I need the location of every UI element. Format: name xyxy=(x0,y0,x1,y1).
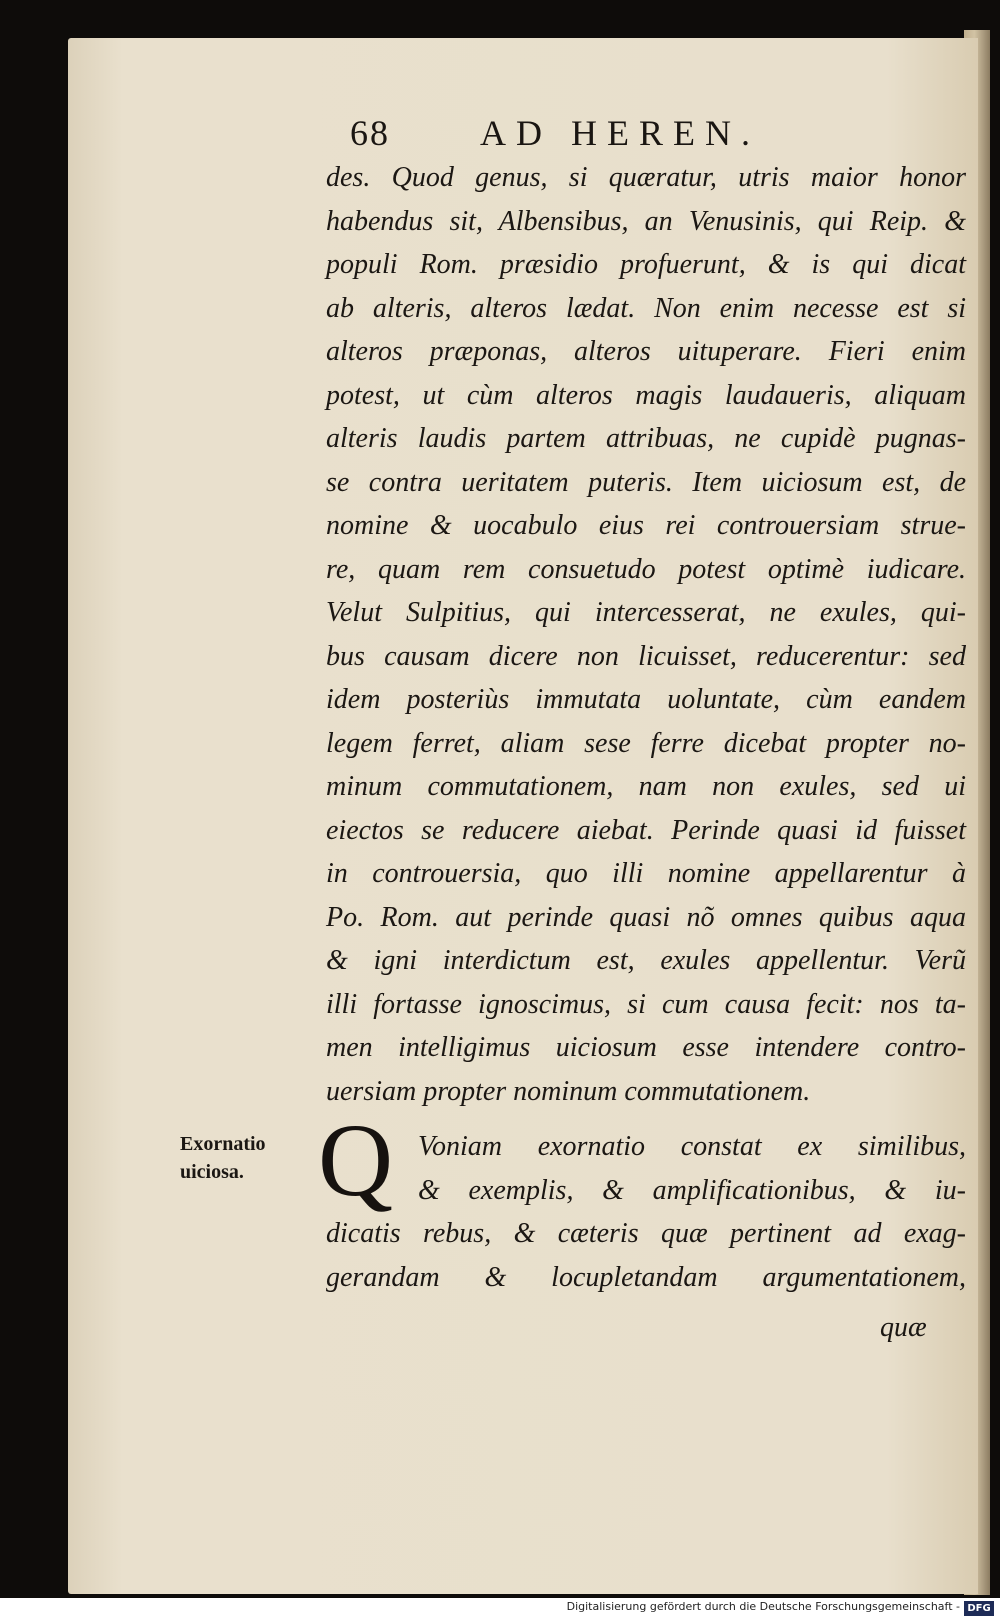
text-line: men intelligimus uiciosum esse intendere contro- xyxy=(326,1032,966,1063)
text-line: se contra ueritatem puteris. Item uiciosum est, de xyxy=(326,466,966,498)
text-line: re, quam rem consuetudo potest optimè iudicare. xyxy=(326,553,966,585)
drop-cap: Q xyxy=(318,1103,394,1218)
text-line: dicatis rebus, & cæteris quæ pertinent ad exag- xyxy=(326,1218,966,1249)
page-number: 68 xyxy=(350,113,390,153)
text-line: potest, ut cùm alteros magis laudaueris, aliquam xyxy=(326,379,966,411)
text-line: legem ferret, aliam sese ferre dicebat propter no- xyxy=(326,727,966,759)
text-line: bus causam dicere non licuisset, reducerentur: sed xyxy=(326,640,966,672)
marginal-note-line: Exornatio xyxy=(180,1133,266,1155)
text-line: Velut Sulpitius, qui intercesserat, ne exules, qui- xyxy=(326,597,966,628)
funding-credit: Digitalisierung gefördert durch die Deutsche Forschungsgemeinschaft - xyxy=(566,1600,960,1613)
text-line: nomine & uocabulo eius rei controuersiam strue- xyxy=(326,510,966,541)
digitization-footer xyxy=(0,1598,1000,1620)
text-line: illi fortasse ignoscimus, si cum causa fecit: nos ta- xyxy=(326,988,966,1020)
text-line: populi Rom. præsidio profuerunt, & is qui dicat xyxy=(326,249,966,280)
text-line: Voniam exornatio constat ex similibus, xyxy=(418,1131,966,1162)
text-line: gerandam & locupletandam argumentationem, xyxy=(326,1261,966,1293)
dfg-logo: DFG xyxy=(964,1601,994,1616)
text-line: Po. Rom. aut perinde quasi nõ omnes quibus aqua xyxy=(326,901,966,933)
running-header xyxy=(350,112,800,162)
marginal-note-line: uiciosa. xyxy=(180,1161,244,1183)
text-line: eiectos se reducere aiebat. Perinde quasi id fuisset xyxy=(326,814,966,846)
text-line: & igni interdictum est, exules appellentur. Verũ xyxy=(326,945,966,976)
text-line: uersiam propter nominum commutationem. xyxy=(326,1075,811,1107)
text-line: ab alteris, alteros lædat. Non enim necesse est si xyxy=(326,292,966,324)
main-text-block xyxy=(326,156,966,1113)
text-line: in controuersia, quo illi nomine appellarentur à xyxy=(326,858,966,889)
text-line: habendus sit, Albensibus, an Venusinis, qui Reip. & xyxy=(326,205,966,237)
text-line: alteros præponas, alteros uituperare. Fieri enim xyxy=(326,336,966,367)
text-line: des. Quod genus, si quæratur, utris maior honor xyxy=(326,162,966,193)
text-line: & exemplis, & amplificationibus, & iu- xyxy=(418,1174,966,1206)
text-line: alteris laudis partem attribuas, ne cupidè pugnas- xyxy=(326,423,966,454)
second-paragraph xyxy=(326,1125,966,1299)
text-line: idem posteriùs immutata uoluntate, cùm eandem xyxy=(326,684,966,715)
catchword: quæ xyxy=(880,1312,927,1343)
text-line: minum commutationem, nam non exules, sed ui xyxy=(326,771,966,802)
marginal-note xyxy=(180,1130,310,1186)
running-title: AD HEREN. xyxy=(480,113,760,153)
